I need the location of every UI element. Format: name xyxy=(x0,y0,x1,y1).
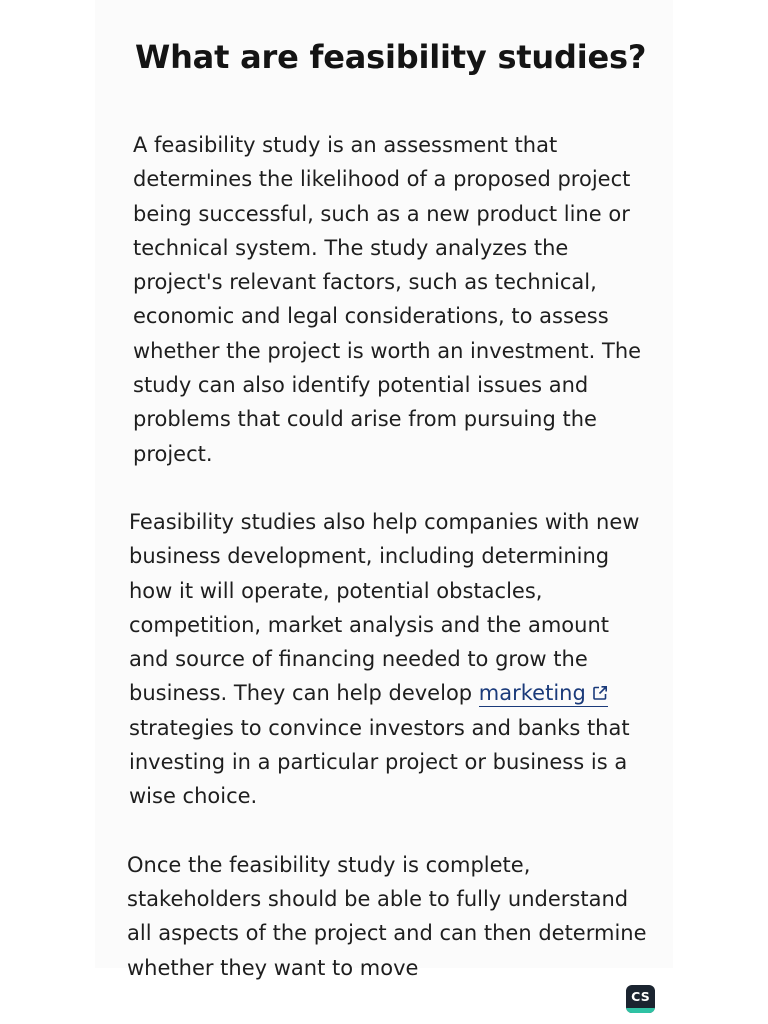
paragraph-2 xyxy=(129,505,647,814)
article-content xyxy=(127,30,647,1019)
marketing-link-label: marketing xyxy=(478,681,586,706)
article-page xyxy=(95,0,673,980)
paragraph-2-text-before: Feasibility studies also help companies with new business development, including determining how it will operate, potential obstacles, competition, market analysis and the amount and source of financing needed to grow the business. They can help develop xyxy=(129,509,640,706)
marketing-link[interactable] xyxy=(479,681,608,707)
cs-logo-accent xyxy=(626,1008,655,1013)
external-link-icon xyxy=(592,677,608,693)
article-title: What are feasibility studies? xyxy=(135,38,647,76)
cs-logo-badge xyxy=(626,985,655,1013)
paragraph-3: Once the feasibility study is complete, stakeholders should be able to fully understand all aspects of the project and can then determine whether they want to move xyxy=(127,852,647,980)
cs-logo-text: CS xyxy=(631,989,650,1004)
paragraph-2-text-after: strategies to convince investors and banks that investing in a particular project or business is a wise choice. xyxy=(129,715,630,809)
paragraph-1: A feasibility study is an assessment that determines the likelihood of a proposed project being successful, such as a new product line or technical system. The study analyzes the project's relevant factors, such as technical, economic and legal considerations, to assess whether the project is worth an investment. The study can also identify potential issues and problems that could arise from pursuing the project. xyxy=(133,133,642,466)
